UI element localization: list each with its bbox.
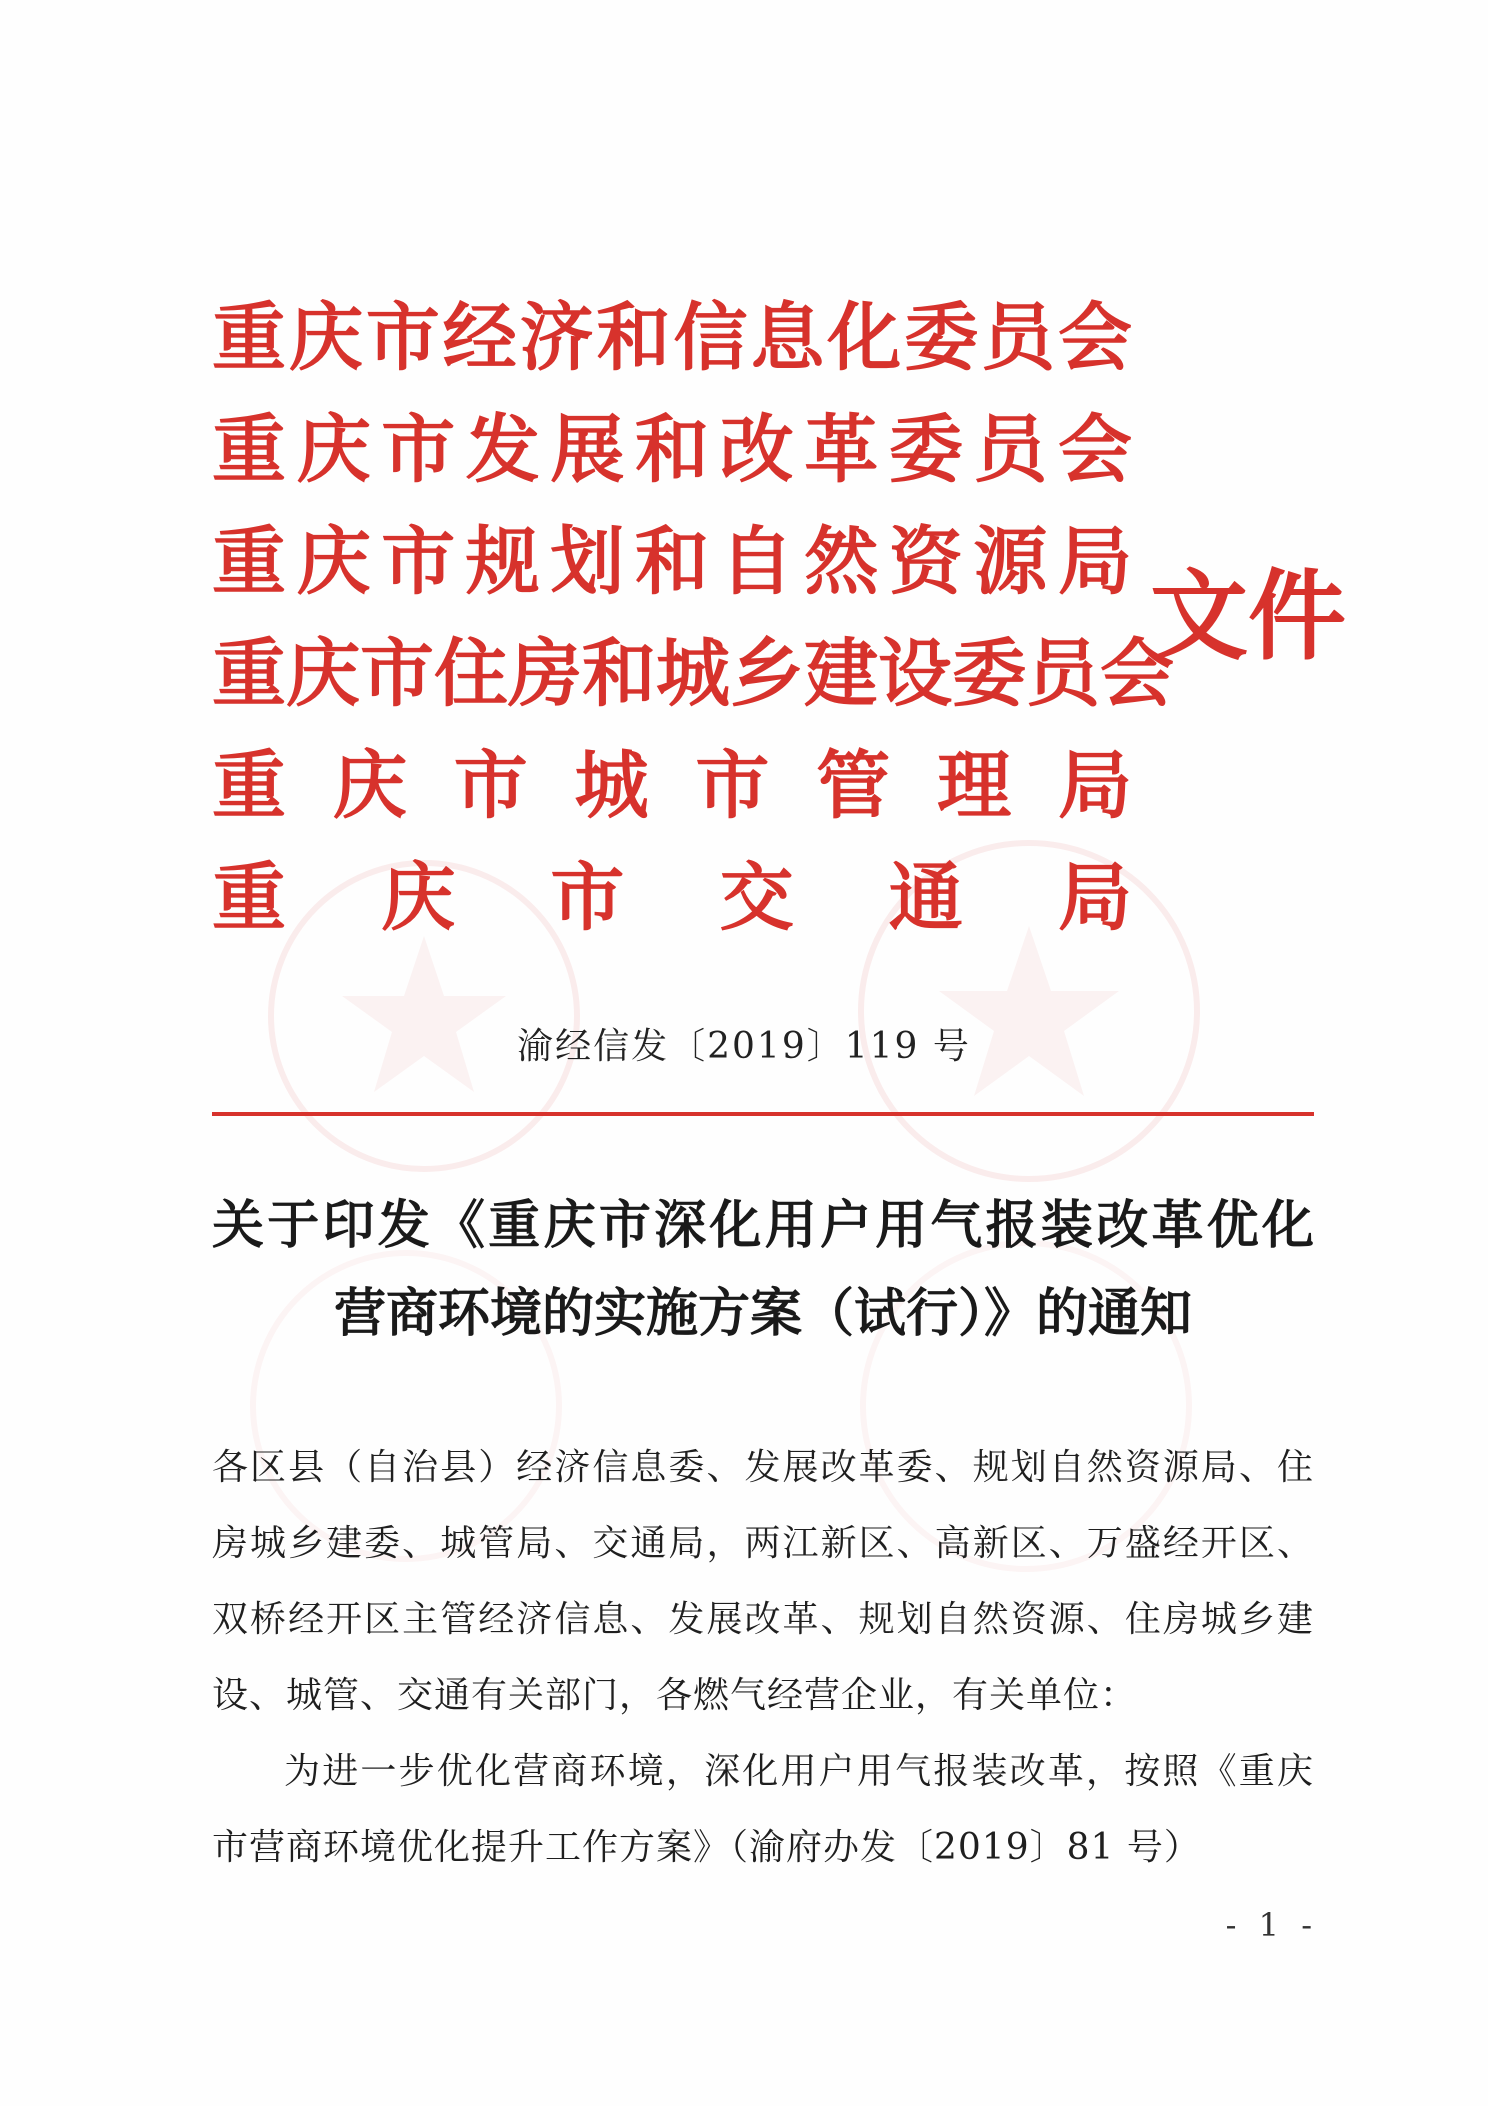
authority-line: 重庆市交通局 (212, 855, 1132, 941)
title-line-2: 营商环境的实施方案（试行）》的通知 (333, 1283, 1192, 1344)
title-line-1: 关于印发《重庆市深化用户用气报装改革优化 (212, 1195, 1314, 1256)
document-title (212, 1182, 1314, 1358)
authority-line: 重庆市经济和信息化委员会 (212, 295, 1132, 381)
body-paragraph: 为进一步优化营商环境，深化用户用气报装改革，按照《重庆市营商环境优化提升工作方案》（渝府办发〔2019〕81 号） (212, 1751, 1314, 1868)
header-divider (212, 1112, 1314, 1116)
authority-line: 重庆市发展和改革委员会 (212, 407, 1132, 493)
page-number: - 1 - (1225, 1906, 1318, 1944)
document-suffix: 文件 (1150, 559, 1347, 674)
document-body (212, 1430, 1314, 1886)
document-number: 渝经信发〔2019〕119 号 (517, 1026, 971, 1067)
authority-line: 重庆市住房和城乡建设委员会 (212, 631, 1174, 717)
authority-line: 重庆市规划和自然资源局 (212, 519, 1132, 605)
issuing-authorities (212, 282, 1174, 954)
recipients-paragraph: 各区县（自治县）经济信息委、发展改革委、规划自然资源局、住房城乡建委、城管局、交通局，两江新区、高新区、万盛经开区、双桥经开区主管经济信息、发展改革、规划自然资源、住房城乡建设、城管、交通有关部门，各燃气经营企业，有关单位： (212, 1447, 1314, 1716)
authority-line: 重庆市城市管理局 (212, 743, 1132, 829)
